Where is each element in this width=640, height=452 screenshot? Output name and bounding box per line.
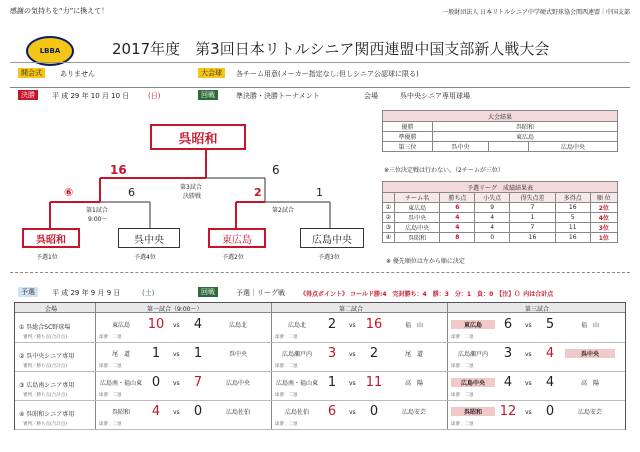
final-score-right: 6 xyxy=(272,163,280,177)
league-header-cell: 順 位 xyxy=(590,193,617,203)
prelim-dow: (土) xyxy=(142,289,155,297)
league-cell: 4 xyxy=(475,223,510,233)
team-a: 広島佐伯 xyxy=(284,409,309,416)
result-cell: 呉昭和 xyxy=(433,122,618,132)
results-note: ※三位決定戦は行わない。（2チームが三位） xyxy=(384,167,504,174)
champion-name: 呉昭和 xyxy=(178,131,218,147)
bench-note: 球審：二塁 xyxy=(99,393,122,398)
league-cell: 16 xyxy=(555,203,590,213)
slogan: 感謝の気持ちを“力”に換えて！ xyxy=(10,7,109,15)
team-b: 広島安芸 xyxy=(401,409,426,416)
final-game-kind: 決勝戦 xyxy=(183,193,202,200)
prelim-head-game1: 第一試合（9:00～） xyxy=(147,306,203,313)
vs-label: vs xyxy=(173,409,180,416)
league-cell: ③ xyxy=(383,223,395,233)
ceremony-label: 開会式 xyxy=(18,68,45,78)
team-a: 広島瀬戸内 xyxy=(281,351,312,358)
ceremony-value: ありません xyxy=(60,70,95,78)
prelim-date: 平 成 29 年 9 月 9 日 xyxy=(52,289,121,297)
team-box-3 xyxy=(208,228,266,248)
col-divider xyxy=(95,303,96,429)
final-venue-label: 会場 xyxy=(364,92,378,100)
score-b: 0 xyxy=(369,404,379,419)
vs-label: vs xyxy=(173,351,180,358)
score-b: 7 xyxy=(193,375,203,390)
bench-note: 球審：二塁 xyxy=(275,364,298,369)
league-cell: 4 xyxy=(440,213,475,223)
bench-note: 球審：二塁 xyxy=(451,422,474,427)
final-round-value: 準決勝・決勝トーナメント xyxy=(236,92,320,100)
league-cell: 広島中央 xyxy=(394,223,440,233)
league-cell: 東広島 xyxy=(394,203,440,213)
vs-label: vs xyxy=(173,322,180,329)
team-note-4: 予選3位 xyxy=(318,254,340,261)
final-dow: (日) xyxy=(148,92,161,100)
prelim-head-game3: 第三試合 xyxy=(525,306,550,313)
venue-subnote: 審判／勝ち点(合計点) xyxy=(23,422,68,427)
league-cell: 8 xyxy=(440,233,475,243)
score-a: 4 xyxy=(151,404,161,419)
final-venue-value: 呉中央シニア専用球場 xyxy=(400,92,470,100)
league-header-cell: 得失点差 xyxy=(510,193,556,203)
vs-label: vs xyxy=(349,409,356,416)
team-box-4 xyxy=(300,228,364,248)
result-cell: 優勝 xyxy=(383,122,433,132)
bench-note: 球審：二塁 xyxy=(451,335,474,340)
league-cell: 7 xyxy=(510,203,556,213)
league-cell: ④ xyxy=(383,233,395,243)
prelim-rule xyxy=(10,272,630,273)
sf1-time: 9:00～ xyxy=(88,216,108,223)
team-b: 尾 道 xyxy=(404,351,423,358)
score-b: 0 xyxy=(545,404,555,419)
score-b: 0 xyxy=(193,404,203,419)
points-note: 《得点ポイント》 コールド勝:4 完封勝ち：4 勝：3 分：1 負：0 【注】（）内は合計点 xyxy=(300,291,554,298)
result-cell: 広島中央 xyxy=(529,142,618,152)
final-round-label: 回戦 xyxy=(198,90,218,100)
ball-value: 各チーム用意(メーカー指定なし:但しシニア公認球に限る) xyxy=(236,70,419,78)
champion-box xyxy=(150,124,246,150)
league-note: ※ 優先順位は左から順に決定 xyxy=(386,258,465,265)
final-date: 平 成 29 年 10 月 10 日 xyxy=(52,92,130,100)
league-header-cell: 多得点 xyxy=(555,193,590,203)
league-cell: 4 xyxy=(475,213,510,223)
final-label: 決勝 xyxy=(18,90,38,100)
team-b: 広島安芸 xyxy=(577,409,602,416)
score-b: 4 xyxy=(193,317,203,332)
league-header-cell xyxy=(383,193,395,203)
sf1-label: 第1試合 xyxy=(86,207,108,214)
ball-label: 大会球 xyxy=(198,68,225,78)
vs-label: vs xyxy=(525,409,532,416)
league-cell: 0 xyxy=(475,233,510,243)
league-row xyxy=(383,203,618,213)
score-b: 1 xyxy=(193,346,203,361)
logo-text: LBBA xyxy=(39,47,61,55)
sf1-score-right: 6 xyxy=(128,186,135,199)
col-divider xyxy=(447,303,448,429)
sf2-score-left: 2 xyxy=(254,186,262,199)
prelim-round-value: 予選｜リーグ戦 xyxy=(236,289,285,297)
col-divider xyxy=(271,303,272,429)
row-divider xyxy=(15,400,625,401)
score-a: 10 xyxy=(147,317,165,332)
venue-name: ① 呉総合SC野球場 xyxy=(19,324,71,331)
league-cell: ① xyxy=(383,203,395,213)
score-a: 6 xyxy=(327,404,337,419)
league-cell: 11 xyxy=(555,223,590,233)
score-a: 4 xyxy=(503,375,513,390)
sf1-score-left: ⑥ xyxy=(64,186,74,199)
sf2-label: 第2試合 xyxy=(272,207,294,214)
prelim-round-label: 回戦 xyxy=(198,287,218,297)
team-b: 高 陽 xyxy=(404,380,423,387)
score-a: 1 xyxy=(327,375,337,390)
score-a: 6 xyxy=(503,317,513,332)
league-row xyxy=(383,233,618,243)
venue-name: ④ 呉昭和シニア専用 xyxy=(19,411,75,418)
final-game-label: 第3試合 xyxy=(180,184,202,191)
vs-label: vs xyxy=(525,351,532,358)
league-cell: ② xyxy=(383,213,395,223)
team-note-2: 予選4位 xyxy=(134,254,156,261)
team-a: 広島南・福山東 xyxy=(99,380,142,387)
league-cell: 呉中央 xyxy=(394,213,440,223)
venue-subnote: 審判／勝ち点(合計点) xyxy=(23,393,68,398)
score-b: 11 xyxy=(365,375,383,390)
result-cell: 東広島 xyxy=(433,132,618,142)
league-row xyxy=(383,213,618,223)
vs-label: vs xyxy=(525,322,532,329)
team-b: 呉中央 xyxy=(565,349,615,358)
league-header-cell: チーム名 xyxy=(394,193,440,203)
result-cell xyxy=(489,142,529,152)
league-cell: 1位 xyxy=(590,233,617,243)
bench-note: 球審：二塁 xyxy=(451,393,474,398)
bench-note: 球審：二塁 xyxy=(451,364,474,369)
score-a: 2 xyxy=(327,317,337,332)
team-b: 広島中央 xyxy=(225,380,250,387)
team-a: 呉昭和 xyxy=(111,409,130,416)
page-title: 2017年度 第3回日本リトルシニア関西連盟中国支部新人戦大会 xyxy=(112,40,550,58)
bench-note: 球審：二塁 xyxy=(275,422,298,427)
result-cell: 第三位 xyxy=(383,142,433,152)
league-cell: 1 xyxy=(510,213,556,223)
prelim-head-game2: 第二試合 xyxy=(339,306,364,313)
row-divider xyxy=(15,342,625,343)
team-name: 呉昭和 xyxy=(36,234,66,246)
team-a: 東広島 xyxy=(451,320,495,329)
bench-note: 球審：二塁 xyxy=(99,335,122,340)
team-a: 尾 道 xyxy=(111,351,130,358)
league-cell: 16 xyxy=(555,233,590,243)
vs-label: vs xyxy=(349,322,356,329)
vs-label: vs xyxy=(173,380,180,387)
league-cell: 呉昭和 xyxy=(394,233,440,243)
team-box-1 xyxy=(22,228,80,248)
league-cell: 3位 xyxy=(590,223,617,233)
sf2-score-right: 1 xyxy=(316,186,323,199)
vs-label: vs xyxy=(349,380,356,387)
results-title: 大会結果 xyxy=(383,111,618,122)
venue-subnote: 審判／勝ち点(合計点) xyxy=(23,335,68,340)
team-b: 広島北 xyxy=(228,322,247,329)
score-a: 1 xyxy=(151,346,161,361)
score-a: 3 xyxy=(327,346,337,361)
league-cell: 4位 xyxy=(590,213,617,223)
league-row xyxy=(383,223,618,233)
team-name: 呉中央 xyxy=(134,234,164,246)
prelim-label: 予選 xyxy=(18,287,38,297)
venue-name: ③ 広島南シニア専用 xyxy=(19,382,75,389)
team-name: 広島中央 xyxy=(312,234,352,246)
team-b: 呉中央 xyxy=(228,351,247,358)
vs-label: vs xyxy=(525,380,532,387)
score-b: 16 xyxy=(365,317,383,332)
bench-note: 球審：二塁 xyxy=(275,393,298,398)
vs-label: vs xyxy=(349,351,356,358)
score-a: 12 xyxy=(499,404,517,419)
league-cell: 5 xyxy=(555,213,590,223)
league-header-cell: 小失点 xyxy=(475,193,510,203)
score-a: 3 xyxy=(503,346,513,361)
team-b: 福 山 xyxy=(580,322,599,329)
team-note-3: 予選2位 xyxy=(222,254,244,261)
team-b: 高 陽 xyxy=(580,380,599,387)
score-b: 4 xyxy=(545,375,555,390)
team-a: 呉昭和 xyxy=(451,407,495,416)
final-score-left: 16 xyxy=(110,163,127,177)
league-cell: 16 xyxy=(510,233,556,243)
team-b: 広島佐伯 xyxy=(225,409,250,416)
results-table xyxy=(382,110,618,152)
league-cell: 4 xyxy=(440,223,475,233)
team-a: 東広島 xyxy=(111,322,130,329)
result-cell: 呉中央 xyxy=(433,142,489,152)
team-box-2 xyxy=(118,228,180,248)
row-divider xyxy=(15,429,625,430)
league-cell: 9 xyxy=(475,203,510,213)
venue-subnote: 審判／勝ち点(合計点) xyxy=(23,364,68,369)
score-b: 5 xyxy=(545,317,555,332)
score-b: 2 xyxy=(369,346,379,361)
team-a: 広島瀬戸内 xyxy=(457,351,488,358)
bench-note: 球審：二塁 xyxy=(99,364,122,369)
prelim-head-venue: 会場 xyxy=(45,306,58,313)
bench-note: 球審：二塁 xyxy=(275,335,298,340)
league-cell: 2位 xyxy=(590,203,617,213)
row-divider xyxy=(15,371,625,372)
team-a: 広島北 xyxy=(287,322,306,329)
result-cell: 準優勝 xyxy=(383,132,433,142)
score-b: 4 xyxy=(545,346,555,361)
team-name: 東広島 xyxy=(222,234,252,246)
league-cell: 6 xyxy=(440,203,475,213)
score-a: 0 xyxy=(151,375,161,390)
team-a: 広島南・福山東 xyxy=(275,380,318,387)
league-title: 予選リーグ 成績結果表 xyxy=(383,182,618,193)
prelim-grid xyxy=(14,302,626,430)
league-table xyxy=(382,181,618,243)
organization: 一般財団法人 日本リトルシニア中学硬式野球協会関西連盟｜中国支部 xyxy=(442,9,630,16)
team-b: 福 山 xyxy=(404,322,423,329)
team-note-1: 予選1位 xyxy=(36,254,58,261)
bench-note: 球審：二塁 xyxy=(99,422,122,427)
venue-name: ② 呉中央シニア専用 xyxy=(19,353,75,360)
team-a: 広島中央 xyxy=(451,378,495,387)
league-header-cell: 勝ち点 xyxy=(440,193,475,203)
league-cell: 7 xyxy=(510,223,556,233)
